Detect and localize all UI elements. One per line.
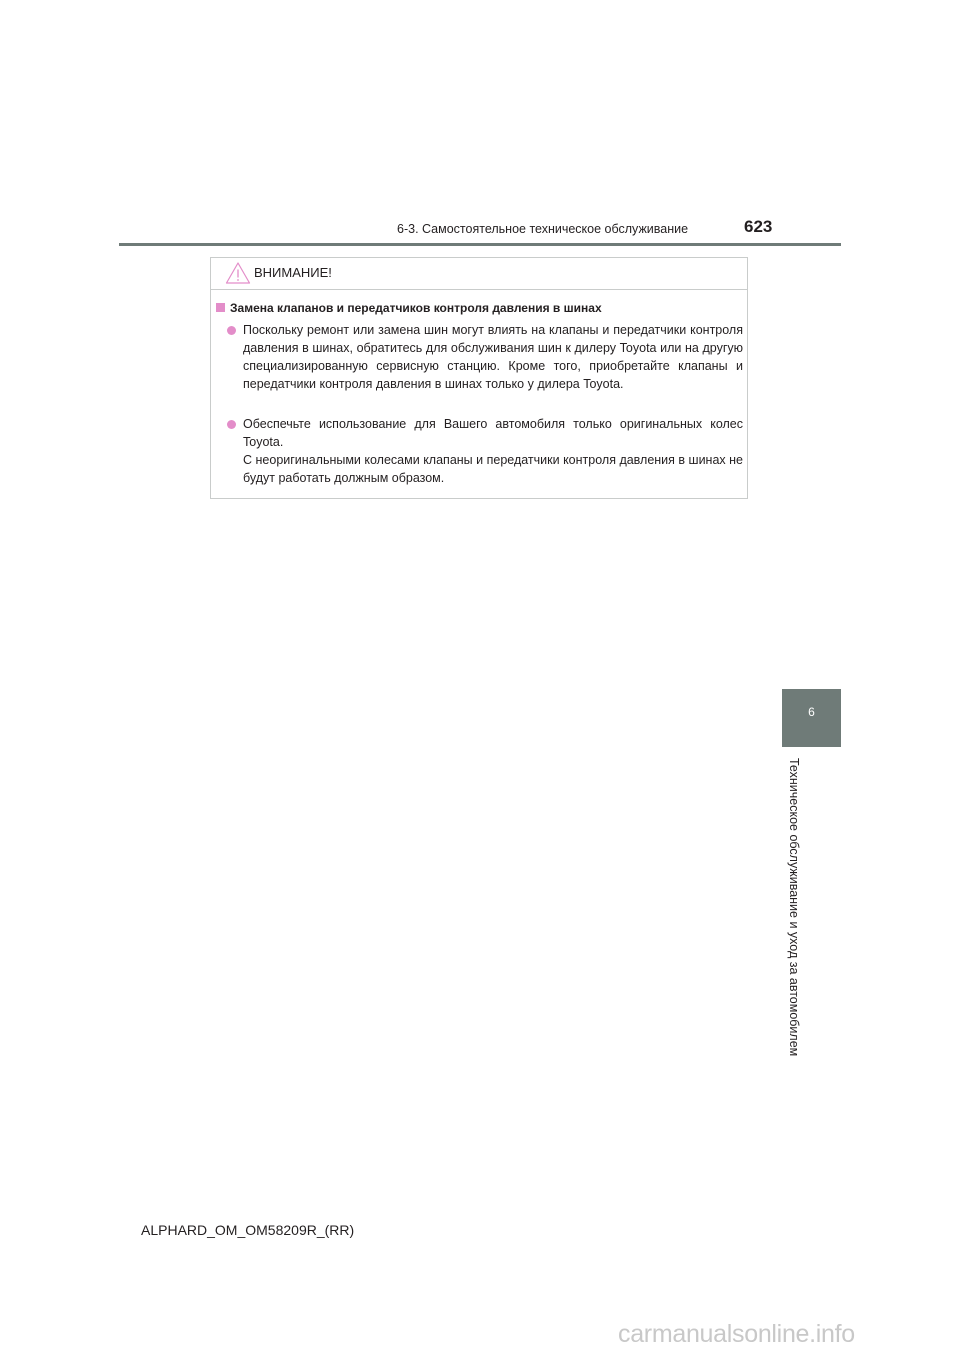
- bullet-paragraph: С неоригинальными колесами клапаны и передатчики контроля давления в шинах не будут работать должным образом.: [243, 453, 743, 485]
- bullet-paragraph: Обеспечьте использование для Вашего автомобиля только оригинальных колес Toyota.: [243, 417, 743, 449]
- warning-subheading: [216, 301, 602, 315]
- chapter-number: 6: [808, 705, 815, 719]
- round-bullet-icon: [227, 420, 236, 429]
- square-bullet-icon: [216, 303, 225, 312]
- section-title: 6-3. Самостоятельное техническое обслуживание: [397, 222, 689, 236]
- watermark: carmanualsonline.info: [618, 1320, 855, 1348]
- chapter-side-title: Техническое обслуживание и уход за автомобилем: [787, 758, 801, 1057]
- warning-box: [210, 257, 748, 499]
- document-code: ALPHARD_OM_OM58209R_(RR): [141, 1222, 355, 1238]
- subheading-text: Замена клапанов и передатчиков контроля давления в шинах: [230, 301, 602, 315]
- chapter-tab: [782, 689, 841, 747]
- bullet-text: [243, 415, 743, 487]
- page-number: 623: [744, 217, 773, 236]
- warning-title: ВНИМАНИЕ!: [254, 265, 332, 280]
- header-divider: [119, 243, 841, 246]
- warning-triangle-icon: [225, 261, 251, 285]
- bullet-paragraph: Поскольку ремонт или замена шин могут влиять на клапаны и передатчики контроля давления в шинах, обратитесь для обслуживания шин к дилеру Toyota или на другую специализированную сервисную станцию. Кроме того, приобретайте клапаны и передатчики контроля давления в шинах только у дилера Toyota.: [243, 323, 743, 391]
- warning-header: [211, 258, 747, 290]
- bullet-text: [243, 321, 743, 393]
- round-bullet-icon: [227, 326, 236, 335]
